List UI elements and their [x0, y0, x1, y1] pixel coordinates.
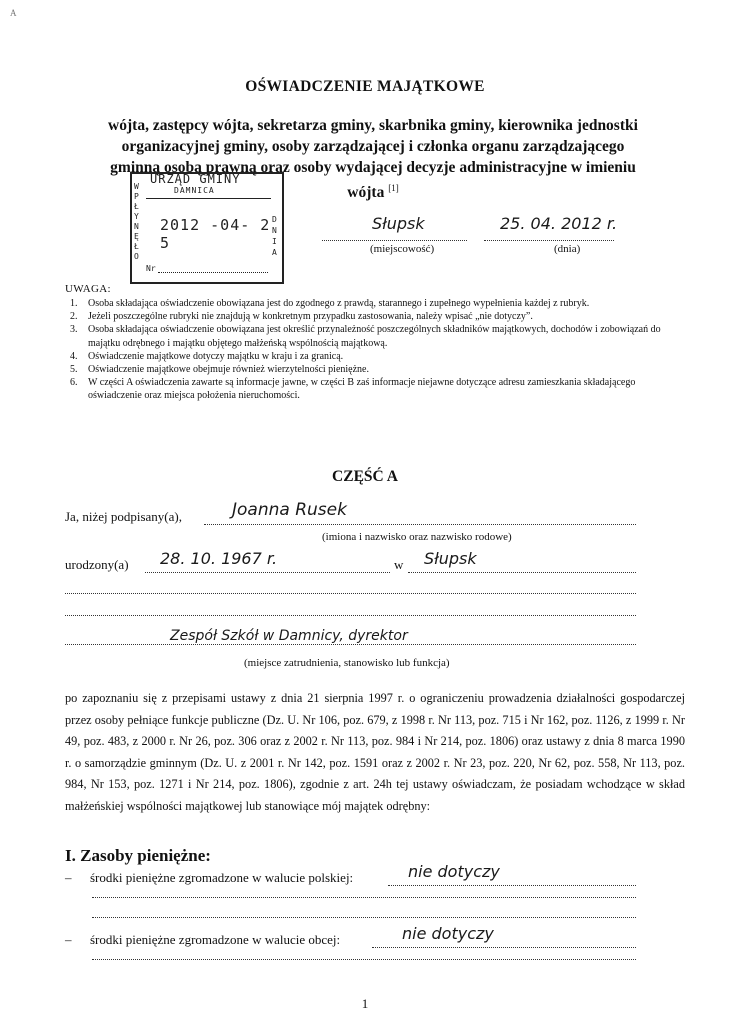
- note-text: Osoba składająca oświadczenie obowiązana jest do zgodnego z prawdą, starannego i zupełnego wypełnienia każdej z rubryk.: [88, 298, 590, 309]
- blank-line: [92, 958, 636, 960]
- corner-mark: A: [10, 8, 17, 18]
- stamp-place: DAMNICA: [174, 186, 215, 195]
- blank-line: [65, 614, 636, 616]
- born-date-value: 28. 10. 1967 r.: [160, 549, 278, 568]
- cash-dash: –: [65, 932, 72, 947]
- stamp-office: URZĄD GMINY: [150, 172, 241, 186]
- name-label: Ja, niżej podpisany(a),: [65, 509, 182, 524]
- footnote-marker: [1]: [388, 183, 399, 193]
- date-label: (dnia): [554, 243, 581, 255]
- page-number: 1: [361, 996, 369, 1011]
- notes-title: UWAGA:: [65, 283, 111, 295]
- place-value: Słupsk: [372, 214, 425, 233]
- note-item: [70, 376, 690, 402]
- subtitle-line: organizacyjnej gminy, osoby zarządzającej i członka organu zarządzającego: [121, 138, 625, 155]
- note-number: 4.: [70, 350, 78, 362]
- cash-foreign-value: nie dotyczy: [402, 924, 494, 943]
- note-item: [70, 323, 690, 349]
- born-in-label: w: [394, 557, 404, 572]
- blank-line: [92, 916, 636, 918]
- name-caption: (imiona i nazwisko oraz nazwisko rodowe): [322, 531, 512, 543]
- cash-section-title: I. Zasoby pieniężne:: [65, 846, 211, 865]
- place-label: (miejscowość): [370, 243, 435, 255]
- blank-line: [92, 896, 636, 898]
- note-text: Oświadczenie majątkowe obejmuje również wierzytelności pieniężne.: [88, 364, 369, 376]
- date-value: 25. 04. 2012 r.: [500, 214, 618, 233]
- note-number: 1.: [70, 298, 78, 309]
- note-text: Oświadczenie majątkowe dotyczy majątku w kraju i za granicą.: [88, 350, 344, 362]
- note-text: W części A oświadczenia zawarte są informacje jawne, w części B zaś informacje niejawne dotyczące adresu zamieszkania składającego oświadczenie oraz miejsca położenia nieruchomości.: [88, 377, 636, 402]
- born-place-value: Słupsk: [424, 549, 477, 568]
- cash-pln-label: środki pieniężne zgromadzone w walucie polskiej:: [90, 870, 354, 885]
- notes-list: [70, 297, 690, 403]
- section-title: CZĘŚĆ A: [332, 468, 398, 485]
- stamp-nr-line: [158, 272, 268, 273]
- stamp-received-vertical: WPŁYNĘŁO: [134, 182, 139, 261]
- cash-foreign-label: środki pieniężne zgromadzone w walucie obcej:: [90, 932, 341, 947]
- blank-line: [65, 592, 636, 594]
- cash-pln-value: nie dotyczy: [408, 862, 500, 881]
- subtitle-last-word: wójta: [347, 184, 385, 202]
- page-title: OŚWIADCZENIE MAJĄTKOWE: [245, 78, 485, 95]
- stamp-date: 2012 -04- 2 5: [160, 216, 271, 252]
- employment-value: Zespół Szkół w Damnicy, dyrektor: [170, 628, 408, 644]
- statement-paragraph: po zapoznaniu się z przepisami ustawy z dnia 21 sierpnia 1997 r. o ograniczeniu prowadzenia działalności gospodarczej przez osoby pełniące funkcje publiczne (Dz. U. Nr 106, poz. 679, z 1998 r. Nr 113, poz. 715 i Nr 162, poz. 1126, z 1999 r. Nr 49, poz. 483, z 2000 r. Nr 26, poz. 306 oraz z 2002 r. Nr 113, poz. 984 i Nr 214, poz. 1806) oraz ustawy z dnia 8 marca 1990 r. o samorządzie gminnym (Dz. U. z 2001 r. Nr 142, poz. 1591 oraz z 2002 r. Nr 23, poz. 220, Nr 62, poz. 558, Nr 113, poz. 984, Nr 153, poz. 1271 i Nr 214, poz. 1806), zgodnie z art. 24h tej ustawy oświadczam, że posiadam wchodzące w skład małżeńskiej wspólności majątkowej lub stanowiące mój majątek odrębny:: [65, 691, 685, 813]
- name-value: Joanna Rusek: [232, 500, 347, 520]
- note-number: 2.: [70, 311, 78, 323]
- note-number: 3.: [70, 324, 78, 336]
- note-item: [70, 350, 690, 363]
- subtitle-line: gminną osobą prawną oraz osoby wydającej decyzje administracyjne w imieniu: [110, 159, 636, 176]
- stamp-day-vertical: DNIA: [272, 215, 277, 257]
- subtitle-line: wójta, zastępcy wójta, sekretarza gminy, skarbnika gminy, kierownika jednostki: [108, 117, 638, 134]
- employment-caption: (miejsce zatrudnienia, stanowisko lub funkcja): [244, 657, 450, 669]
- stamp-separator: [146, 198, 271, 199]
- note-number: 5.: [70, 364, 78, 376]
- note-item: [70, 363, 690, 376]
- cash-dash: –: [65, 870, 72, 885]
- stamp-nr-label: Nr: [146, 264, 156, 273]
- note-item: [70, 310, 690, 323]
- note-text: Jeżeli poszczególne rubryki nie znajdują w konkretnym przypadku zastosowania, należy wpisać „nie dotyczy”.: [88, 311, 533, 323]
- born-label: urodzony(a): [65, 557, 129, 572]
- note-number: 6.: [70, 377, 78, 389]
- note-text: Osoba składająca oświadczenie obowiązana jest określić przynależność poszczególnych składników majątkowych, dochodów i zobowiązań do majątku odrębnego i majątku objętego małżeńską wspólnością majątkową.: [88, 324, 661, 349]
- note-item: [70, 297, 690, 310]
- registry-stamp: [130, 172, 284, 284]
